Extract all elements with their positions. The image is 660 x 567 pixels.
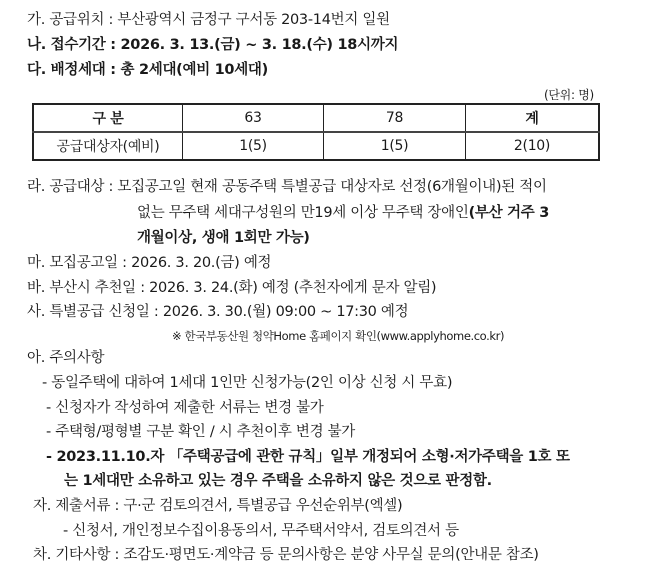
item-label: 사. 특별공급 신청일 [27,304,150,320]
table-cell: 2(10) [466,132,600,160]
item-label: 차. 기타사항 [33,547,111,563]
table-cell: 공급대상자(예비) [33,132,183,160]
table-cell: 1(5) [183,132,324,160]
item-label: 다. 배정세대 [27,62,106,78]
item-value: 2026. 3. 30.(월) 09:00 ~ 17:30 예정 [162,304,409,320]
item-label: 라. 공급대상 [27,179,105,195]
caution-bullet-cont: 는 1세대만 소유하고 있는 경우 주택을 소유하지 않은 것으로 판정함. [64,473,492,489]
item-label: 바. 부산시 추천일 [27,280,136,296]
item-label: 자. 제출서류 [33,498,111,514]
item-ba: 바. 부산시 추천일 : 2026. 3. 24.(화) 예정 (추천자에게 문자 알림) [27,280,437,296]
item-cha: 차. 기타사항 : 조감도·평면도·계약금 등 문의사항은 분양 사무실 문의(안내문 참조) [33,547,539,563]
item-label: 나. 접수기간 [27,37,106,53]
item-ma: 마. 모집공고일 : 2026. 3. 20.(금) 예정 [27,255,272,271]
item-da: 다. 배정세대 : 총 2세대(예비 10세대) [27,62,268,78]
table-unit: (단위: 명) [544,88,594,102]
table-header-cell: 계 [466,104,600,132]
caution-bullet: - 동일주택에 대하여 1세대 1인만 신청가능(2인 이상 신청 시 무효) [42,375,453,391]
table-row [33,132,599,160]
item-ja: 자. 제출서류 : 구·군 검토의견서, 특별공급 우선순위부(엑셀) [33,498,403,514]
table-header-cell: 구 분 [33,104,183,132]
item-value: 부산광역시 금정구 구서동 203-14번지 일원 [117,12,390,28]
item-sa: 사. 특별공급 신청일 : 2026. 3. 30.(월) 09:00 ~ 17:30 예정 [27,304,409,320]
item-a-heading: 아. 주의사항 [27,350,105,366]
caution-bullet: - 2023.11.10.자 「주택공급에 관한 규칙」일부 개정되어 소형·저가주택을 1호 또 [46,449,570,465]
item-na: 나. 접수기간 : 2026. 3. 13.(금) ~ 3. 18.(수) 18시까지 [27,37,399,53]
item-ra-line3: 개월이상, 생애 1회만 가능) [137,230,310,246]
item-value: 총 2세대(예비 10세대) [120,62,268,78]
item-label: 마. 모집공고일 [27,255,118,271]
caution-bullet: - 주택형/평형별 구분 확인 / 시 추천이후 변경 불가 [46,424,356,440]
item-ra: 라. 공급대상 : 모집공고일 현재 공동주택 특별공급 대상자로 선정(6개월이내)된 적이 [27,179,547,195]
item-value: 구·군 검토의견서, 특별공급 우선순위부(엑셀) [123,498,403,514]
item-label: 가. 공급위치 [27,12,105,28]
item-value: 2026. 3. 24.(화) 예정 (추천자에게 문자 알림) [149,280,437,296]
applyhome-note: ※ 한국부동산원 청약Home 홈페이지 확인(www.applyhome.co.kr) [172,329,505,343]
item-value: 2026. 3. 20.(금) 예정 [131,255,272,271]
item-ga: 가. 공급위치 : 부산광역시 금정구 구서동 203-14번지 일원 [27,12,390,28]
table-header-cell: 78 [324,104,466,132]
table-header-row [33,104,599,132]
item-ra-line2: 없는 무주택 세대구성원의 만19세 이상 무주택 장애인(부산 거주 3 [137,205,550,221]
caution-bullet: - 신청자가 작성하여 제출한 서류는 변경 불가 [46,400,324,416]
table-cell: 1(5) [324,132,466,160]
item-value: 2026. 3. 13.(금) ~ 3. 18.(수) 18시까지 [120,37,399,53]
item-ja-sub: - 신청서, 개인정보수집이용동의서, 무주택서약서, 검토의견서 등 [63,523,459,539]
supply-table [32,103,600,161]
item-value: 모집공고일 현재 공동주택 특별공급 대상자로 선정(6개월이내)된 적이 [117,179,547,195]
item-value: 조감도·평면도·계약금 등 문의사항은 분양 사무실 문의(안내문 참조) [123,547,539,563]
table-header-cell: 63 [183,104,324,132]
